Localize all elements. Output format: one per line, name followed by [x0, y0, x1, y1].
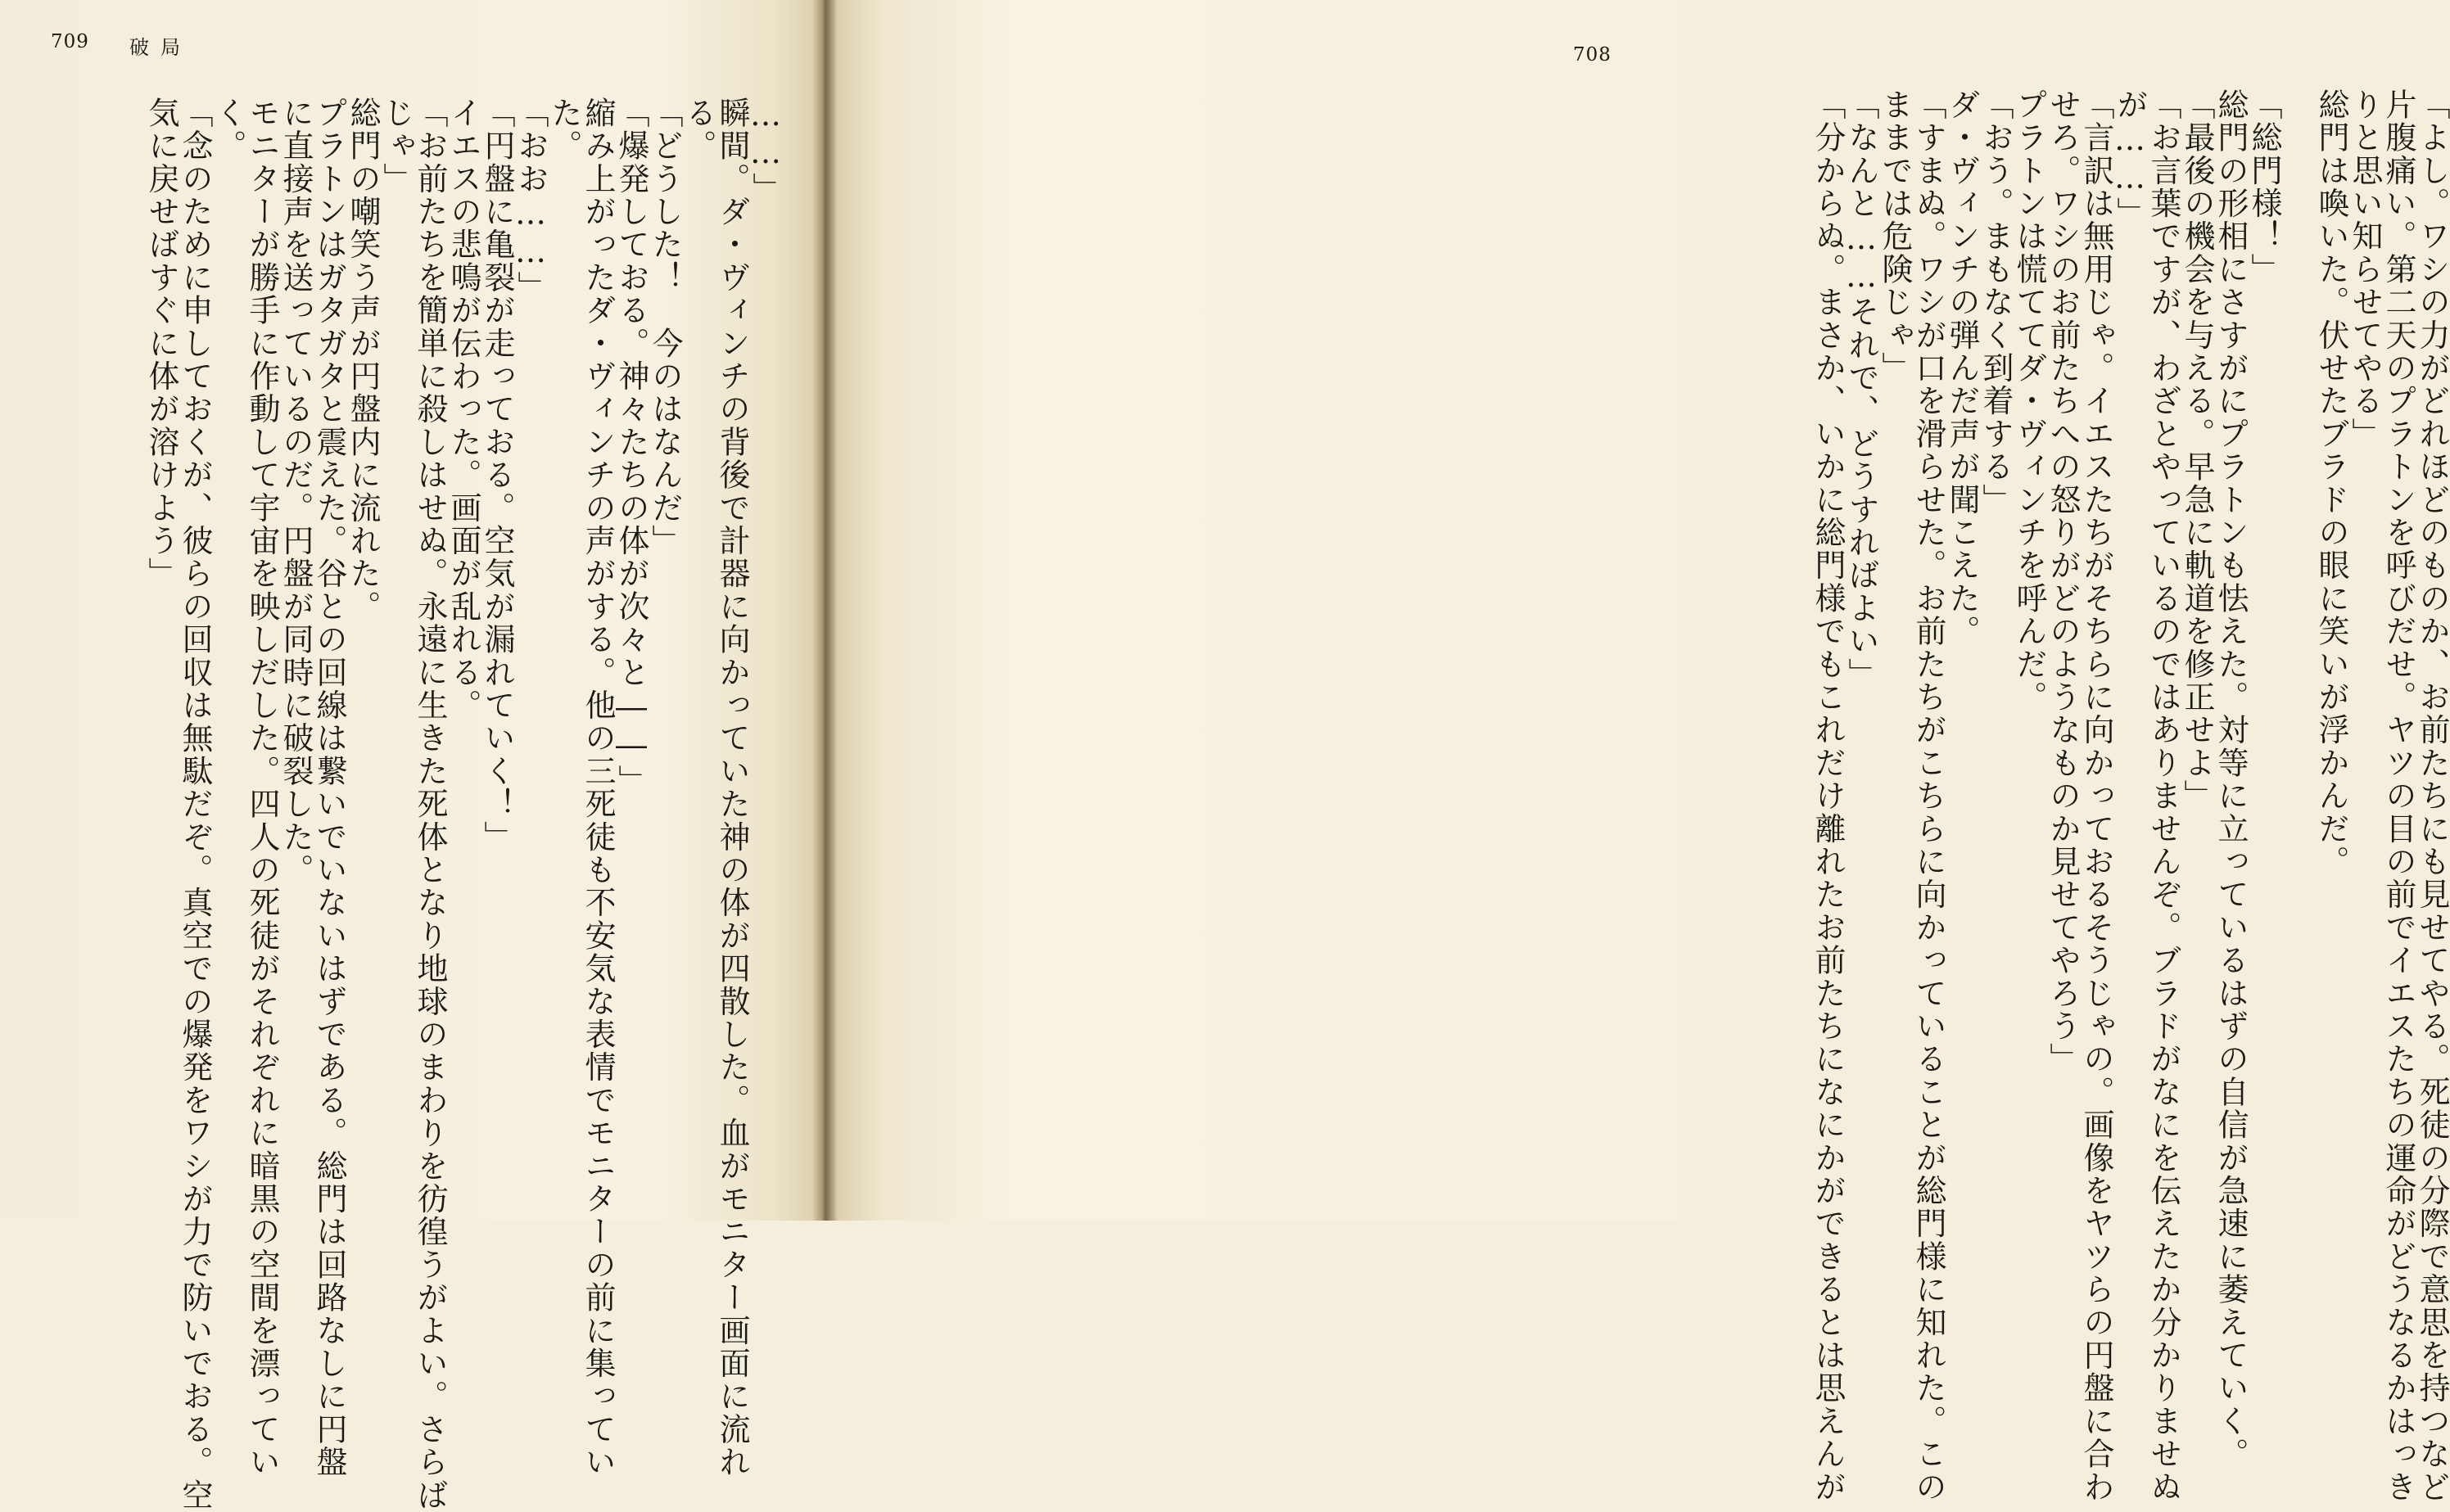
text-line: 「最後の機会を与える。早急に軌道を修正せよ」: [2179, 88, 2215, 813]
text-line: た。: [546, 97, 582, 163]
text-line: 「総門様！」: [2246, 88, 2282, 287]
book-gutter: [812, 0, 837, 1221]
text-line: 「念のために申しておくが、彼らの回収は無駄だぞ。真空での爆発をワシが力で防いでおる。空: [177, 97, 213, 1512]
text-line: 「爆発しておる。神々たちの体が次々と――」: [613, 97, 649, 798]
text-line: 「おお……」: [513, 97, 549, 305]
text-line: が……」: [2112, 88, 2148, 230]
text-line: プラトンは慌ててダ・ヴィンチを呼んだ。: [2011, 88, 2047, 714]
left-page-number: 709: [51, 31, 89, 52]
text-line: モニターが勝手に作動して宇宙を映しだした。四人の死徒がそれぞれに暗黒の空間を漂ってい: [244, 97, 280, 1479]
text-line: ……」: [748, 97, 784, 205]
text-line: 「お言葉ですが、わざとやっているのではありませんぞ。ブラドがなにを伝えたか分かりませぬ: [2145, 88, 2181, 1504]
text-line: 「円盤に亀裂が走っておる。空気が漏れていく！」: [479, 97, 515, 854]
text-line: く。: [210, 97, 246, 163]
right-page-number: 708: [1573, 44, 1611, 65]
text-line: 「なんと……それで、どうすればよい」: [1843, 88, 1879, 691]
text-line: 総門の形相にさすがにプラトンも怯えた。対等に立っているはずの自信が急速に萎えていく。: [2213, 88, 2249, 1471]
right-page: [823, 0, 2450, 1504]
text-line: 「お前たちを簡単に殺しはせぬ。永遠に生きた死体となり地球のまわりを彷徨うがよい。さらば: [412, 97, 448, 1512]
text-line: る。: [680, 97, 716, 163]
text-line: プラトンはガタガタと震えた。谷との回線は繋いでいないはずである。総門は回路なしに円盤: [311, 97, 347, 1479]
text-line: 「分からぬ。まさか、いかに総門様でもこれだけ離れたお前たちになにかができるとは思えんが: [1810, 88, 1846, 1504]
text-line: ままでは危険じゃ」: [1877, 88, 1913, 385]
left-page-body: [45, 97, 784, 1512]
text-line: りと思い知らせてやる」: [2347, 88, 2383, 451]
right-page-body: [1711, 88, 2450, 1504]
text-line: 「どうした！ 今のはなんだ」: [647, 97, 683, 557]
text-line: 「すまぬ。ワシが口を滑らせた。お前たちがこちらに向かっていることが総門様に知れた。この: [1910, 88, 1946, 1504]
text-line: 気に戻せばすぐに体が溶けよう」: [143, 97, 179, 590]
text-line: せろ。ワシのお前たちへの怒りがどのようなものか見せてやろう」: [2045, 88, 2081, 1076]
text-line: ダ・ヴィンチの弾んだ声が聞こえた。: [1944, 88, 1980, 648]
text-line: 「言訳は無用じゃ。イエスたちがそちらに向かっておるそうじゃの。画像をヤツらの円盤に合わ: [2078, 88, 2114, 1504]
text-line: 「おう。まもなく到着する」: [1978, 88, 2014, 517]
text-line: じゃ」: [378, 97, 414, 196]
text-line: イエスの悲鳴が伝わった。画面が乱れる。: [445, 97, 481, 722]
text-line: 「よし。ワシの力がどれほどのものか、お前たちにも見せてやる。死徒の分際で意思を持つなど: [2414, 88, 2450, 1504]
text-line: 総門は喚いた。伏せたブラドの眼に笑いが浮かんだ。: [2313, 88, 2349, 878]
text-line: 片腹痛い。第二天のプラトンを呼びだせ。ヤツの目の前でイエスたちの運命がどうなるかはっき: [2380, 88, 2416, 1504]
text-line: 縮み上がったダ・ヴィンチの声がする。他の三死徒も不安気な表情でモニターの前に集ってい: [580, 97, 616, 1479]
running-head: 破局: [129, 36, 192, 59]
text-line: 総門の嘲笑う声が円盤内に流れた。: [345, 97, 381, 624]
text-line: 瞬間。ダ・ヴィンチの背後で計器に向かっていた神の体が四散した。血がモニター画面に流れ: [714, 97, 750, 1479]
left-page: [0, 0, 823, 1512]
text-line: に直接声を送っているのだ。円盤が同時に破裂した。: [278, 97, 314, 887]
text-line: [2280, 88, 2314, 1202]
